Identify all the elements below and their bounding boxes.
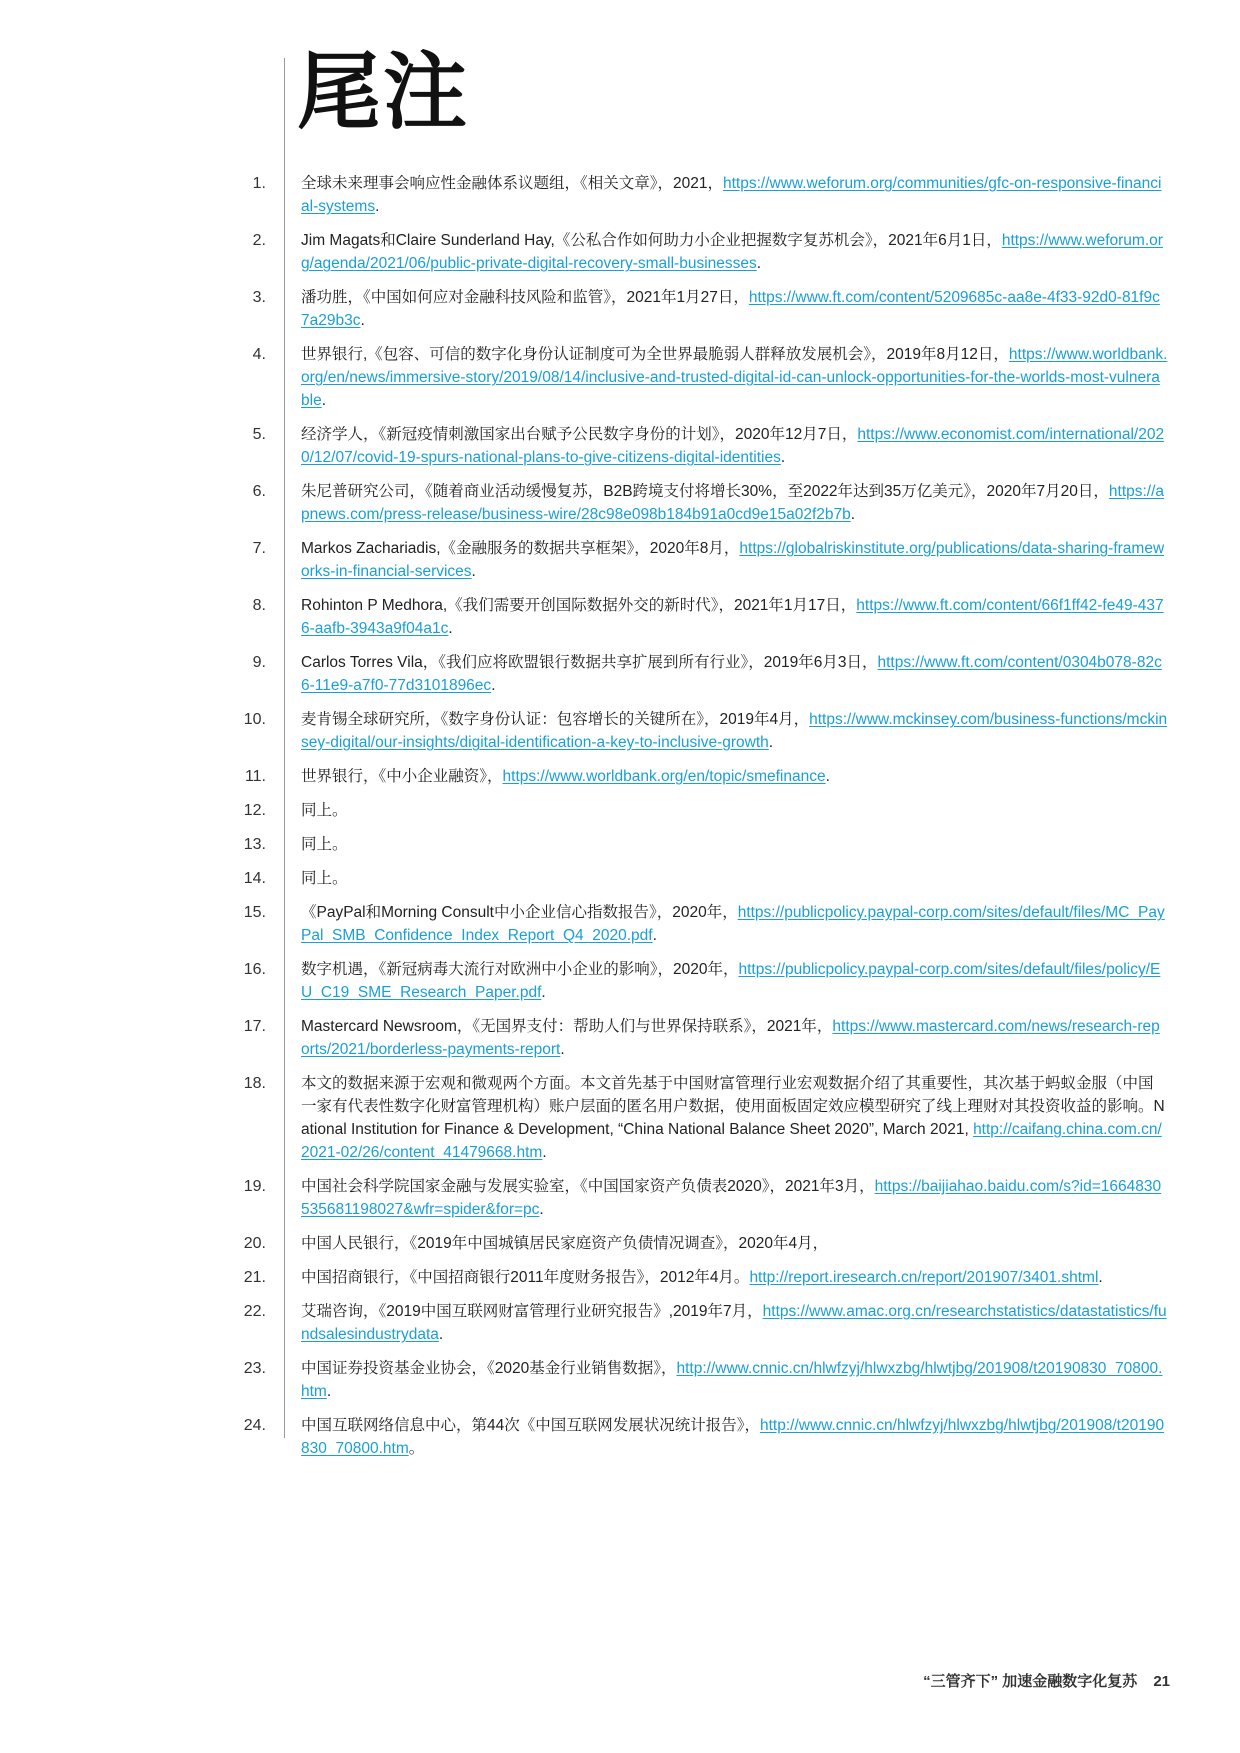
endnote-item bbox=[0, 1357, 1240, 1403]
endnote-number: 13. bbox=[243, 836, 266, 853]
endnote-item bbox=[0, 1175, 1240, 1221]
endnote-body bbox=[301, 286, 1168, 332]
endnote-number: 11. bbox=[244, 768, 266, 785]
endnote-body bbox=[301, 1175, 1168, 1221]
endnote-item bbox=[0, 1232, 1240, 1255]
endnote-text: Mastercard Newsroom，《无国界支付：帮助人们与世界保持联系》，2021年， bbox=[301, 1018, 833, 1035]
endnote-link[interactable]: http://caifang.china.com.cn/2021-02/26/content_41479668.htm bbox=[301, 1121, 1162, 1161]
endnote-text: 中国互联网络信息中心，第44次《中国互联网发展状况统计报告》， bbox=[301, 1417, 760, 1434]
endnote-number: 5. bbox=[252, 426, 266, 443]
endnote-end-punctuation: . bbox=[539, 1201, 544, 1218]
endnote-item bbox=[0, 958, 1240, 1004]
endnote-number: 9. bbox=[252, 654, 266, 671]
endnote-text: 本文的数据来源于宏观和微观两个方面。本文首先基于中国财富管理行业宏观数据介绍了其重要性，其次基于蚂蚁金服（中国一家有代表性数字化财富管理机构）账户层面的匿名用户数据，使用面板固定效应模型研究了线上理财对其投资收益的影响。National Institution for Finance & Development, “China National Balance Sheet 2020”, March 2021, bbox=[301, 1075, 1165, 1138]
endnote-text: Carlos Torres Vila，《我们应将欧盟银行数据共享扩展到所有行业》，2019年6月3日， bbox=[301, 654, 878, 671]
endnote-item bbox=[0, 1266, 1240, 1289]
endnote-number: 17. bbox=[243, 1018, 266, 1035]
endnote-end-punctuation: . bbox=[768, 734, 774, 751]
endnote-link[interactable]: http://report.iresearch.cn/report/201907/3401.shtml bbox=[749, 1269, 1099, 1286]
endnote-text: 中国招商银行，《中国招商银行2011年度财务报告》，2012年4月。 bbox=[301, 1269, 750, 1286]
endnote-end-punctuation: . bbox=[541, 984, 546, 1001]
endnote-body bbox=[301, 1072, 1168, 1164]
endnote-text: 世界银行，《中小企业融资》， bbox=[301, 768, 503, 785]
endnote-item bbox=[0, 833, 1240, 856]
endnote-body bbox=[301, 172, 1168, 218]
endnote-item bbox=[0, 537, 1240, 583]
endnote-body bbox=[301, 537, 1168, 583]
endnote-number: 12. bbox=[243, 802, 266, 819]
endnote-text: 朱尼普研究公司，《随着商业活动缓慢复苏，B2B跨境支付将增长30%，至2022年达到35万亿美元》，2020年7月20日， bbox=[301, 483, 1109, 500]
endnote-link[interactable]: https://baijiahao.baidu.com/s?id=1664830535681198027&wfr=spider&for=pc bbox=[301, 1178, 1162, 1218]
endnote-text: 世界银行,《包容、可信的数字化身份认证制度可为全世界最脆弱人群释放发展机会》，2019年8月12日， bbox=[301, 346, 1009, 363]
endnote-body bbox=[301, 480, 1168, 526]
endnote-body bbox=[301, 1300, 1168, 1346]
endnote-number: 3. bbox=[252, 289, 266, 306]
endnote-item bbox=[0, 1015, 1240, 1061]
endnote-text: 中国人民银行，《2019年中国城镇居民家庭资产负债情况调查》，2020年4月， bbox=[301, 1235, 829, 1252]
endnote-item bbox=[0, 480, 1240, 526]
endnote-end-punctuation: . bbox=[491, 677, 496, 694]
endnote-body bbox=[301, 1266, 1168, 1289]
endnote-link[interactable]: https://www.mastercard.com/news/research-reports/2021/borderless-payments-report bbox=[301, 1018, 1160, 1058]
endnote-end-punctuation: . bbox=[1098, 1269, 1103, 1286]
endnote-text: 《PayPal和Morning Consult中小企业信心指数报告》，2020年， bbox=[301, 904, 738, 921]
endnote-number: 15. bbox=[243, 904, 266, 921]
endnote-number: 7. bbox=[252, 540, 266, 557]
endnote-item bbox=[0, 1414, 1240, 1460]
endnote-link[interactable]: https://www.ft.com/content/0304b078-82c6-11e9-a7f0-77d3101896ec bbox=[301, 654, 1162, 694]
endnote-body bbox=[301, 833, 1168, 856]
endnote-text: 数字机遇，《新冠病毒大流行对欧洲中小企业的影响》，2020年， bbox=[301, 961, 739, 978]
page-title: 尾注 bbox=[297, 43, 470, 141]
endnote-end-punctuation: . bbox=[438, 1326, 444, 1343]
endnote-end-punctuation: . bbox=[542, 1144, 547, 1161]
endnote-number: 16. bbox=[243, 961, 266, 978]
endnote-link[interactable]: http://www.cnnic.cn/hlwfzyj/hlwxzbg/hlwtjbg/201908/t20190830_70800.htm bbox=[301, 1417, 1165, 1457]
endnote-end-punctuation: . bbox=[560, 1041, 565, 1058]
endnote-body bbox=[301, 765, 1168, 788]
endnote-text: 潘功胜，《中国如何应对金融科技风险和监管》，2021年1月27日， bbox=[301, 289, 749, 306]
endnote-number: 14. bbox=[243, 870, 266, 887]
endnote-link[interactable]: https://publicpolicy.paypal-corp.com/sites/default/files/MC_PayPal_SMB_Confidence_Index_Report_Q4_2020.pdf bbox=[301, 904, 1165, 944]
endnote-body bbox=[301, 1414, 1168, 1460]
endnote-text: 同上。 bbox=[301, 802, 348, 819]
endnote-text: 经济学人，《新冠疫情刺激国家出台赋予公民数字身份的计划》，2020年12月7日， bbox=[301, 426, 858, 443]
endnote-number: 19. bbox=[243, 1178, 266, 1195]
endnote-body bbox=[301, 1232, 1168, 1255]
endnote-end-punctuation: . bbox=[471, 563, 476, 580]
endnote-link[interactable]: https://www.amac.org.cn/researchstatistics/datastatistics/fundsalesindustrydata bbox=[301, 1303, 1167, 1343]
endnote-item bbox=[0, 1300, 1240, 1346]
endnote-link[interactable]: https://www.ft.com/content/5209685c-aa8e-4f33-92d0-81f9c7a29b3c bbox=[301, 289, 1160, 329]
page-number: 21 bbox=[1153, 1673, 1170, 1690]
endnote-end-punctuation: . bbox=[375, 198, 380, 215]
endnote-item bbox=[0, 765, 1240, 788]
endnote-text: Jim Magats和Claire Sunderland Hay,《公私合作如何助力小企业把握数字复苏机会》，2021年6月1日， bbox=[301, 232, 1002, 249]
endnote-body bbox=[301, 229, 1168, 275]
endnotes-list bbox=[0, 172, 1240, 1471]
endnote-link[interactable]: https://www.worldbank.org/en/topic/smefinance bbox=[502, 768, 826, 785]
endnote-link[interactable]: http://www.cnnic.cn/hlwfzyj/hlwxzbg/hlwtjbg/201908/t20190830_70800.htm bbox=[301, 1360, 1163, 1400]
endnote-body bbox=[301, 958, 1168, 1004]
endnote-body bbox=[301, 901, 1168, 947]
endnote-item bbox=[0, 651, 1240, 697]
endnote-number: 22. bbox=[243, 1303, 266, 1320]
endnote-end-punctuation: . bbox=[321, 392, 326, 409]
endnote-link[interactable]: https://www.weforum.org/communities/gfc-on-responsive-financial-systems bbox=[301, 175, 1162, 215]
endnote-text: Rohinton P Medhora,《我们需要开创国际数据外交的新时代》，2021年1月17日， bbox=[301, 597, 857, 614]
endnote-item bbox=[0, 901, 1240, 947]
endnote-link[interactable]: https://www.weforum.org/agenda/2021/06/public-private-digital-recovery-small-businesses bbox=[301, 232, 1163, 272]
endnote-link[interactable]: https://apnews.com/press-release/business-wire/28c98e098b184b91a0cd9e15a02f2b7b bbox=[301, 483, 1165, 523]
endnote-link[interactable]: https://www.mckinsey.com/business-functions/mckinsey-digital/our-insights/digital-identification-a-key-to-inclusive-growth bbox=[301, 711, 1168, 751]
endnote-body bbox=[301, 1357, 1168, 1403]
endnote-number: 10. bbox=[243, 711, 266, 728]
endnote-text: 全球未来理事会响应性金融体系议题组，《相关文章》，2021， bbox=[301, 175, 723, 192]
endnote-body bbox=[301, 799, 1168, 822]
endnote-number: 2. bbox=[252, 232, 266, 249]
endnote-text: Markos Zachariadis,《金融服务的数据共享框架》，2020年8月， bbox=[301, 540, 740, 557]
endnote-link[interactable]: https://www.economist.com/international/2020/12/07/covid-19-spurs-national-plans-to-give-citizens-digital-identities bbox=[301, 426, 1165, 466]
endnote-text: 艾瑞咨询，《2019中国互联网财富管理行业研究报告》,2019年7月， bbox=[301, 1303, 763, 1320]
endnote-number: 24. bbox=[243, 1417, 266, 1434]
endnote-end-punctuation: . bbox=[825, 768, 830, 785]
endnote-number: 20. bbox=[243, 1235, 266, 1252]
endnote-body bbox=[301, 594, 1168, 640]
endnote-item bbox=[0, 594, 1240, 640]
endnote-body bbox=[301, 867, 1168, 890]
endnote-item bbox=[0, 172, 1240, 218]
endnote-number: 18. bbox=[243, 1075, 266, 1092]
endnote-end-punctuation: . bbox=[360, 312, 365, 329]
endnote-link[interactable]: https://publicpolicy.paypal-corp.com/sites/default/files/policy/EU_C19_SME_Research_Paper.pdf bbox=[301, 961, 1161, 1001]
endnote-item bbox=[0, 708, 1240, 754]
endnote-link[interactable]: https://www.ft.com/content/66f1ff42-fe49-4376-aafb-3943a9f04a1c bbox=[301, 597, 1164, 637]
endnote-number: 23. bbox=[243, 1360, 266, 1377]
endnote-item bbox=[0, 1072, 1240, 1164]
endnote-body bbox=[301, 651, 1168, 697]
endnote-end-punctuation: . bbox=[756, 255, 762, 272]
endnote-end-punctuation: . bbox=[652, 927, 657, 944]
endnote-end-punctuation: . bbox=[448, 620, 453, 637]
endnote-end-punctuation: . bbox=[850, 506, 856, 523]
endnote-body bbox=[301, 343, 1168, 412]
endnote-number: 21. bbox=[243, 1269, 266, 1286]
endnote-body bbox=[301, 1015, 1168, 1061]
endnote-end-punctuation: . bbox=[326, 1383, 332, 1400]
endnote-item bbox=[0, 286, 1240, 332]
endnote-text: 麦肯锡全球研究所，《数字身份认证：包容增长的关键所在》，2019年4月， bbox=[301, 711, 810, 728]
endnote-text: 同上。 bbox=[301, 836, 348, 853]
endnote-end-punctuation: 。 bbox=[408, 1440, 425, 1457]
endnote-text: 中国证券投资基金业协会，《2020基金行业销售数据》， bbox=[301, 1360, 677, 1377]
endnote-link[interactable]: https://www.worldbank.org/en/news/immersive-story/2019/08/14/inclusive-and-trusted-digital-id-can-unlock-opportunities-for-the-worlds-most-vulnerable bbox=[301, 346, 1168, 409]
page-footer bbox=[923, 1670, 1170, 1691]
endnote-number: 6. bbox=[252, 483, 266, 500]
endnote-item bbox=[0, 799, 1240, 822]
endnote-text: 中国社会科学院国家金融与发展实验室，《中国国家资产负债表2020》，2021年3月， bbox=[301, 1178, 875, 1195]
endnote-number: 8. bbox=[252, 597, 266, 614]
endnote-item bbox=[0, 423, 1240, 469]
endnote-item bbox=[0, 867, 1240, 890]
endnote-link[interactable]: https://globalriskinstitute.org/publications/data-sharing-frameworks-in-financial-services bbox=[301, 540, 1165, 580]
endnote-item bbox=[0, 343, 1240, 412]
endnote-number: 1. bbox=[252, 175, 266, 192]
endnote-number: 4. bbox=[252, 346, 266, 363]
endnote-body bbox=[301, 708, 1168, 754]
endnote-item bbox=[0, 229, 1240, 275]
footer-title: “三管齐下” 加速金融数字化复苏 bbox=[923, 1673, 1138, 1690]
endnote-end-punctuation: . bbox=[780, 449, 786, 466]
endnote-text: 同上。 bbox=[301, 870, 348, 887]
endnote-body bbox=[301, 423, 1168, 469]
